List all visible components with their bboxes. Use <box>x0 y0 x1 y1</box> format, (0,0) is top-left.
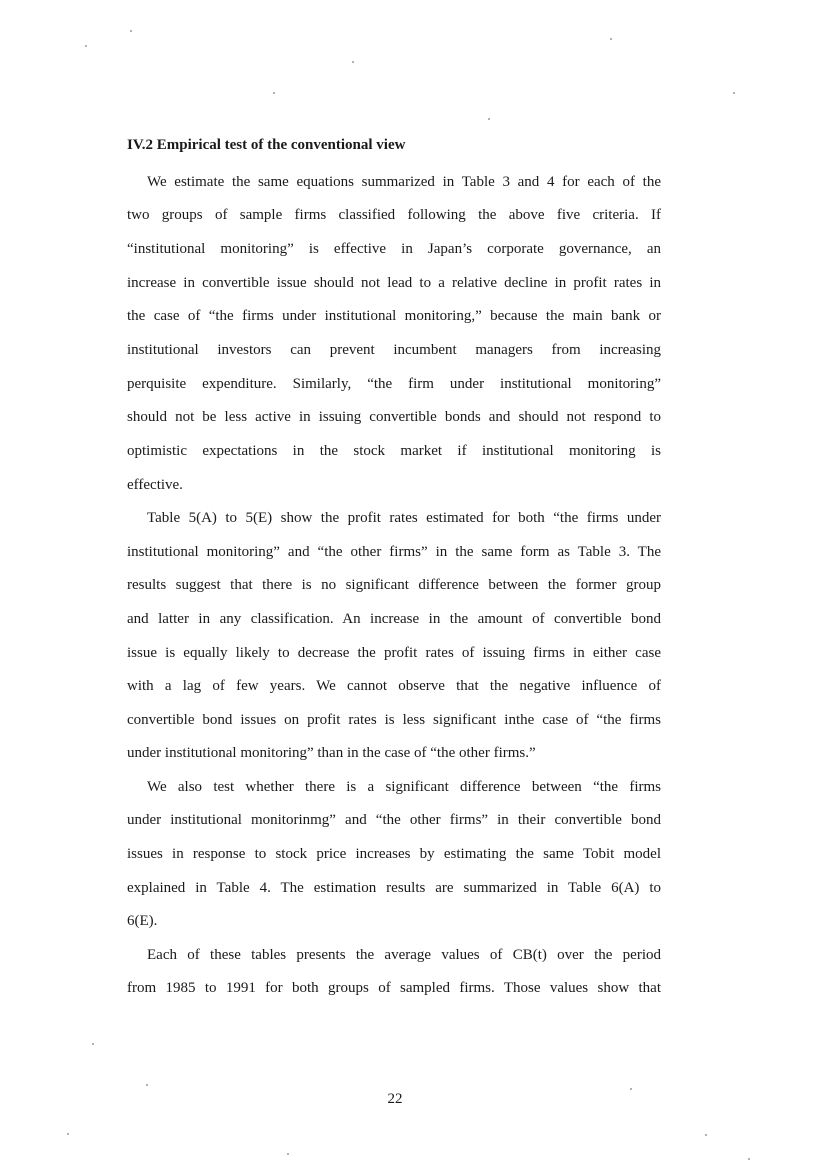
paragraph-1-line-6: institutional investors can prevent incumbent managers from increasing <box>127 342 661 358</box>
scan-speck <box>273 92 275 94</box>
paragraph-3-line-5: 6(E). <box>127 913 158 929</box>
scan-speck <box>85 45 87 47</box>
paragraph-1-line-4: increase in convertible issue should not lead to a relative decline in profit rates in <box>127 275 661 291</box>
scan-speck <box>92 1043 94 1045</box>
scan-speck <box>610 38 612 40</box>
scan-speck <box>130 30 132 32</box>
paragraph-1-line-7: perquisite expenditure. Similarly, “the firm under institutional monitoring” <box>127 376 661 392</box>
paragraph-3-line-2: under institutional monitorinmg” and “the other firms” in their convertible bond <box>127 812 661 828</box>
page-number: 22 <box>387 1091 403 1107</box>
paragraph-2-line-3: results suggest that there is no significant difference between the former group <box>127 577 661 593</box>
paragraph-2-line-8: under institutional monitoring” than in the case of “the other firms.” <box>127 745 536 761</box>
scan-speck <box>352 61 354 63</box>
paragraph-1-line-1: We estimate the same equations summarized in Table 3 and 4 for each of the <box>147 174 661 190</box>
paragraph-1-line-8: should not be less active in issuing convertible bonds and should not respond to <box>127 409 661 425</box>
paragraph-2-line-4: and latter in any classification. An increase in the amount of convertible bond <box>127 611 661 627</box>
paragraph-2-line-1: Table 5(A) to 5(E) show the profit rates estimated for both “the firms under <box>147 510 661 526</box>
scan-speck <box>630 1088 632 1090</box>
paragraph-1-line-2: two groups of sample firms classified following the above five criteria. If <box>127 207 661 223</box>
paragraph-1-line-5: the case of “the firms under institutional monitoring,” because the main bank or <box>127 308 661 324</box>
scan-speck <box>146 1084 148 1086</box>
scan-speck <box>705 1134 707 1136</box>
paragraph-3-line-1: We also test whether there is a significant difference between “the firms <box>147 779 661 795</box>
paragraph-4-line-2: from 1985 to 1991 for both groups of sampled firms. Those values show that <box>127 980 661 996</box>
scan-speck <box>287 1153 289 1155</box>
scan-speck <box>733 92 735 94</box>
scan-speck <box>67 1133 69 1135</box>
paragraph-4-line-1: Each of these tables presents the average values of CB(t) over the period <box>147 947 661 963</box>
scan-speck <box>748 1158 750 1160</box>
paragraph-3-line-4: explained in Table 4. The estimation results are summarized in Table 6(A) to <box>127 880 661 896</box>
section-heading: IV.2 Empirical test of the conventional view <box>127 137 406 153</box>
paragraph-1-line-9: optimistic expectations in the stock market if institutional monitoring is <box>127 443 661 459</box>
paragraph-2-line-7: convertible bond issues on profit rates is less significant inthe case of “the firms <box>127 712 661 728</box>
paragraph-3-line-3: issues in response to stock price increases by estimating the same Tobit model <box>127 846 661 862</box>
scan-speck <box>488 118 490 120</box>
paragraph-1-line-3: “institutional monitoring” is effective in Japan’s corporate governance, an <box>127 241 661 257</box>
paragraph-2-line-6: with a lag of few years. We cannot observe that the negative influence of <box>127 678 661 694</box>
paragraph-2-line-2: institutional monitoring” and “the other firms” in the same form as Table 3. The <box>127 544 661 560</box>
paragraph-2-line-5: issue is equally likely to decrease the profit rates of issuing firms in either case <box>127 645 661 661</box>
paragraph-1-line-10: effective. <box>127 477 183 493</box>
